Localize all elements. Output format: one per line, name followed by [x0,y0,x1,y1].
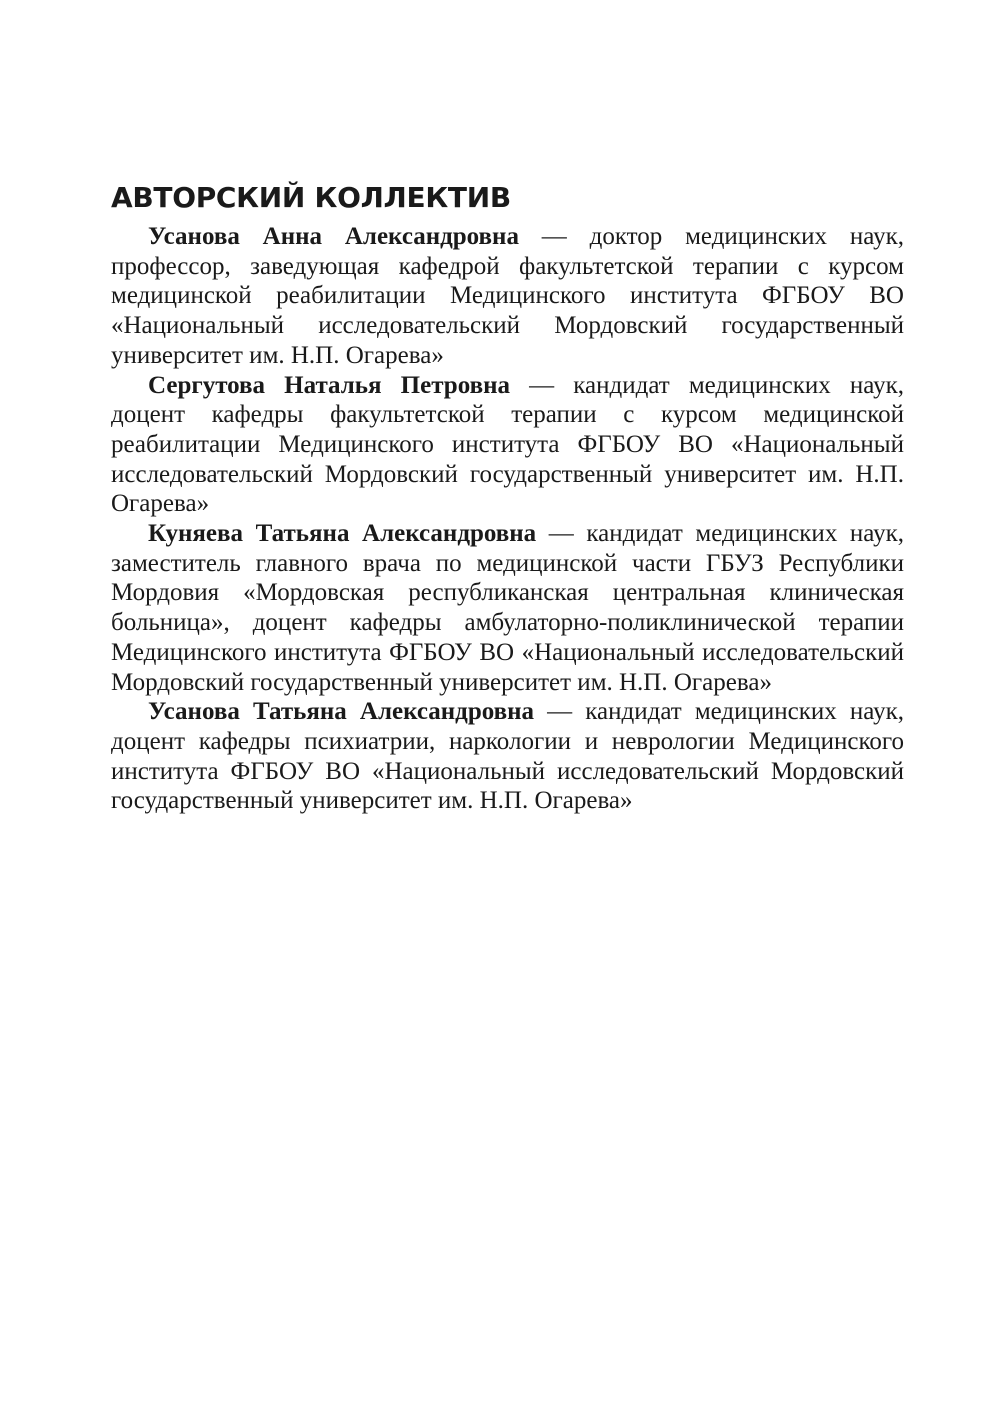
author-name: Усанова Анна Александровна [148,223,519,250]
author-entry [111,519,904,697]
author-description: доктор медицинских наук, профессор, заведующая кафедрой факультетской терапии с курсом медицинской реабилитации Медицинского института ФГБОУ ВО «Национальный исследовательский Мордовский государственный университет им. Н.П. Огарева» [111,223,904,369]
dash-separator: — [510,371,574,399]
author-entry [111,371,904,520]
author-entry [111,222,904,371]
authors-section [111,178,904,816]
author-name: Куняева Татьяна Александровна [148,520,537,548]
author-name: Усанова Татьяна Александровна [148,698,535,726]
dash-separator: — [534,698,586,726]
dash-separator: — [518,223,590,250]
section-heading: АВТОРСКИЙ КОЛЛЕКТИВ [111,181,511,214]
author-entry [111,697,904,816]
dash-separator: — [536,520,587,548]
author-description: кандидат медицинских наук, доцент кафедры факультетской терапии с курсом медицинской реабилитации Медицинского института ФГБОУ ВО «Национальный исследовательский Мордовский государственный университет им. Н.П. Огарева» [111,371,905,518]
author-name: Сергутова Наталья Петровна [148,371,510,399]
author-description: кандидат медицинских наук, заместитель главного врача по медицинской части ГБУЗ Республики Мордовия «Мордовская республиканская центральная клиническая больница», доцент кафедры амбулаторно-поликлинической терапии Медицинского института ФГБОУ ВО «Национальный исследовательский Мордовский государственный университет им. Н.П. Огарева» [111,520,905,696]
author-description: кандидат медицинских наук, доцент кафедры психиатрии, наркологии и неврологии Медицинского института ФГБОУ ВО «Национальный исследовательский Мордовский государственный университет им. Н.П. Огарева» [111,698,904,815]
